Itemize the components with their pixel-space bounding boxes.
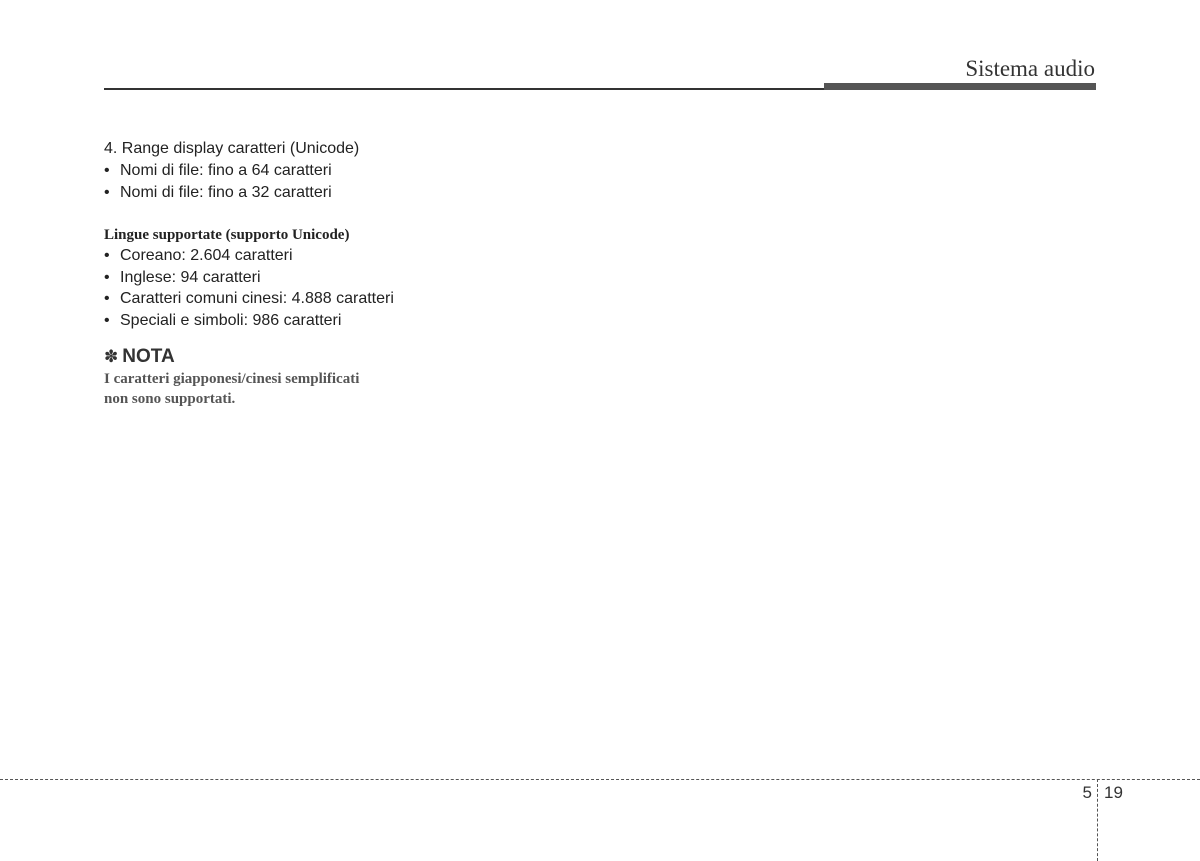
list-item: • Caratteri comuni cinesi: 4.888 caratteri [104,288,434,310]
languages-heading: Lingue supportate (supporto Unicode) [104,227,350,243]
section-heading: 4. Range display caratteri (Unicode) [104,140,360,157]
list-item: • Speciali e simboli: 986 caratteri [104,310,434,332]
note-title [104,345,434,369]
chapter-number: 5 [1082,783,1092,802]
note-star-icon: ✽ [104,347,119,367]
note-title-text: NOTA [122,346,175,367]
list-item: • Inglese: 94 caratteri [104,267,434,289]
footer-dashed-rule [0,779,1200,780]
filename-list [104,160,434,203]
main-content [104,138,434,409]
footer-vertical-divider [1097,779,1098,861]
list-item: • Coreano: 2.604 caratteri [104,245,434,267]
header-rule-thin [104,88,824,90]
page-number: 19 [1104,783,1123,802]
header-rule-thick [824,83,1096,90]
list-item: • Nomi di file: fino a 64 caratteri [104,160,434,182]
languages-list [104,245,434,331]
note-body-line: I caratteri giapponesi/cinesi semplificati [104,371,360,387]
page-header-title: Sistema audio [965,56,1095,81]
list-item: • Nomi di file: fino a 32 caratteri [104,182,434,204]
note-body-line: non sono supportati. [104,391,236,407]
